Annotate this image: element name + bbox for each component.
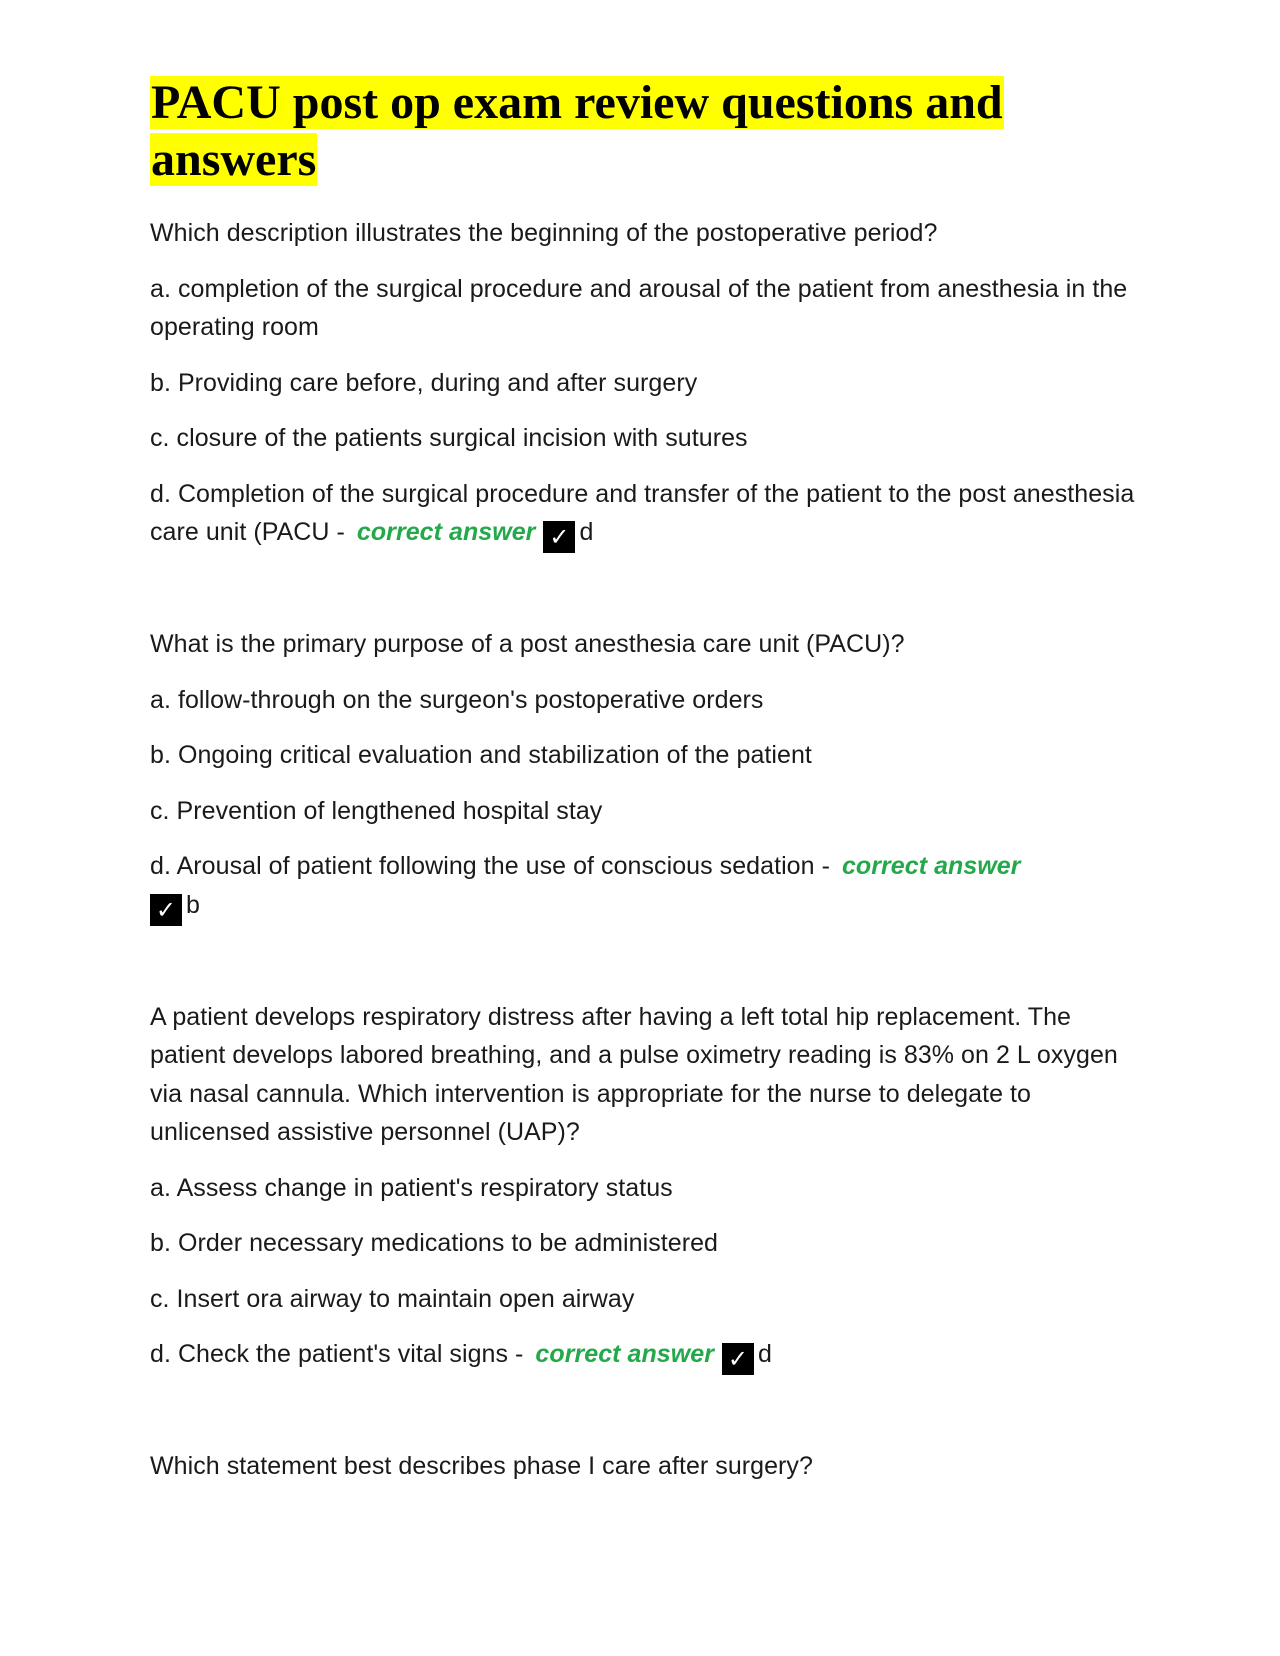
document-page — [150, 74, 1150, 1558]
checkmark-icon: ✓ — [722, 1343, 754, 1375]
option-a: a. completion of the surgical procedure and arousal of the patient from anesthesia in the operating room — [150, 274, 1128, 341]
correct-answer-label: correct answer — [535, 1340, 714, 1368]
option-d-with-answer — [150, 847, 1150, 926]
question-prompt: A patient develops respiratory distress after having a left total hip replacement. The patient develops labored breathing, and a pulse oximetry reading is 83% on 2 L oxygen via nasal cannula. Which intervention is appropriate for the nurse to delegate to unlicensed assistive personnel (UAP)? — [150, 1002, 1118, 1146]
option-d: d. Arousal of patient following the use of conscious sedation - — [150, 852, 830, 880]
title-highlight: PACU post op exam review questions and answers — [151, 76, 1003, 186]
option-b: b. Ongoing critical evaluation and stabilization of the patient — [150, 741, 812, 769]
question-prompt: Which statement best describes phase I care after surgery? — [150, 1452, 813, 1480]
option-a: a. Assess change in patient's respiratory status — [150, 1173, 673, 1202]
checkmark-icon: ✓ — [150, 894, 182, 926]
answer-letter: b — [186, 890, 200, 919]
correct-answer-label: correct answer — [356, 518, 536, 546]
question-block-2 — [150, 625, 1150, 926]
question-block-4 — [150, 1447, 1150, 1486]
option-b: b. Order necessary medications to be administered — [150, 1229, 719, 1257]
question-block-3 — [150, 998, 1150, 1376]
option-d-with-answer — [150, 475, 1150, 554]
answer-letter: d — [758, 1340, 772, 1368]
question-prompt: Which description illustrates the beginning of the postoperative period? — [150, 219, 938, 247]
checkmark-icon: ✓ — [543, 521, 575, 553]
correct-answer-label: correct answer — [841, 852, 1021, 880]
document-title — [150, 74, 1150, 188]
option-a: a. follow-through on the surgeon's postoperative orders — [150, 685, 764, 714]
option-b: b. Providing care before, during and after surgery — [150, 368, 698, 397]
answer-letter: d — [579, 518, 594, 546]
question-block-1 — [150, 214, 1150, 553]
option-d: d. Check the patient's vital signs - — [150, 1340, 524, 1368]
option-d-with-answer — [150, 1335, 1150, 1375]
option-c: c. closure of the patients surgical incision with sutures — [150, 424, 748, 452]
option-d: d. Completion of the surgical procedure and transfer of the patient to the post anesthesia care unit (PACU - — [150, 479, 1135, 546]
option-c: c. Prevention of lengthened hospital stay — [150, 796, 603, 825]
question-prompt: What is the primary purpose of a post anesthesia care unit (PACU)? — [150, 630, 905, 658]
option-c: c. Insert ora airway to maintain open airway — [150, 1284, 635, 1313]
